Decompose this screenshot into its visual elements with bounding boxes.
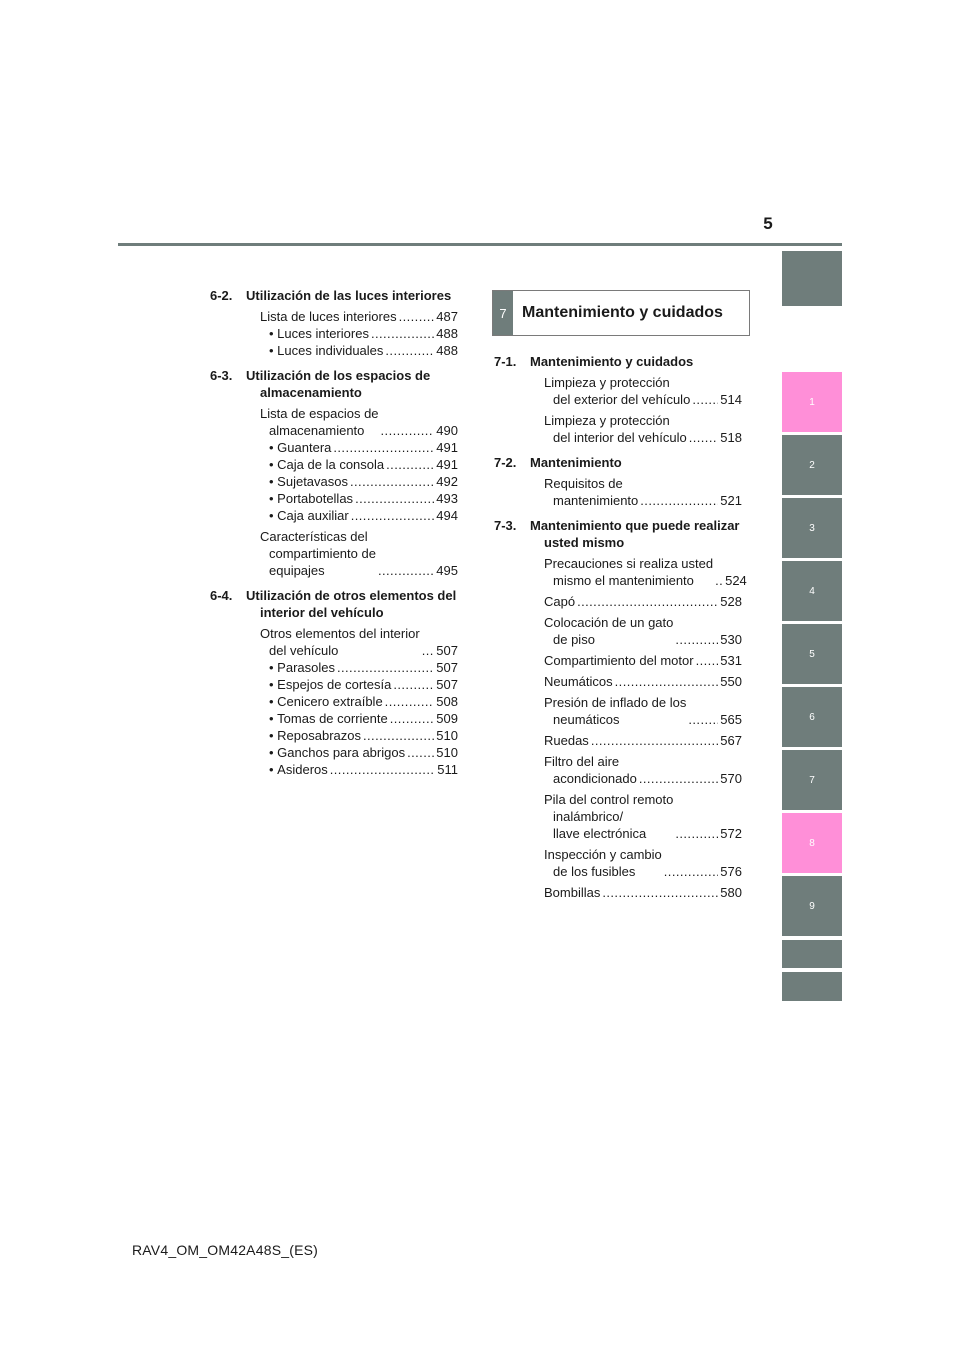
page-ref: 511 bbox=[437, 762, 458, 777]
chapter-tab-9[interactable]: 9 bbox=[782, 876, 842, 936]
page-ref: 580 bbox=[720, 885, 742, 900]
section-number: 7-2. bbox=[494, 455, 517, 470]
document-code: RAV4_OM_OM42A48S_(ES) bbox=[132, 1242, 319, 1258]
section-number: 6-3. bbox=[210, 368, 233, 383]
chapter-tab-2[interactable]: 2 bbox=[782, 435, 842, 495]
chapter-tab-1[interactable]: 1 bbox=[782, 372, 842, 432]
page-ref: 495 bbox=[436, 563, 458, 578]
toc-subentry[interactable]: • Asideros . . . 511 bbox=[210, 761, 458, 778]
page-ref: 510 bbox=[436, 728, 458, 743]
chapter-number: 7 bbox=[493, 291, 513, 335]
toc-entry[interactable]: Lista de luces interiores . . . 487 bbox=[210, 308, 458, 325]
page-ref: 514 bbox=[720, 392, 742, 407]
toc-entry[interactable]: Requisitos de mantenimiento . . . 521 bbox=[494, 475, 742, 509]
page-ref: 530 bbox=[720, 632, 742, 647]
toc-subentry[interactable]: • Luces individuales . . . 488 bbox=[210, 342, 458, 359]
page-ref: 493 bbox=[436, 491, 458, 506]
toc-subentry[interactable]: • Caja de la consola . . . 491 bbox=[210, 456, 458, 473]
toc-subentry[interactable]: • Portabotellas . . . 493 bbox=[210, 490, 458, 507]
page-ref: 524 bbox=[725, 573, 747, 588]
toc-entry[interactable]: Compartimiento del motor . . . 531 bbox=[494, 652, 742, 669]
chapter-tab-3[interactable]: 3 bbox=[782, 498, 842, 558]
section-title: Utilización de otros elementos del interior del vehículo bbox=[246, 588, 457, 620]
section-number: 6-2. bbox=[210, 288, 233, 303]
toc-subentry[interactable]: • Sujetavasos . . . 492 bbox=[210, 473, 458, 490]
page-ref: 490 bbox=[436, 423, 458, 438]
chapter-tab-top[interactable] bbox=[782, 251, 842, 306]
toc-entry[interactable]: Neumáticos . . . 550 bbox=[494, 673, 742, 690]
chapter-tab-4[interactable]: 4 bbox=[782, 561, 842, 621]
page-ref: 510 bbox=[436, 745, 458, 760]
toc-entry[interactable]: Limpieza y protección del exterior del vehículo . . . 514 bbox=[494, 374, 742, 408]
chapter-tab-index-a[interactable] bbox=[782, 940, 842, 968]
toc-entry[interactable]: Capó . . . 528 bbox=[494, 593, 742, 610]
section-heading bbox=[494, 517, 742, 551]
section-number: 7-3. bbox=[494, 518, 517, 533]
page-ref: 576 bbox=[720, 864, 742, 879]
toc-entry[interactable]: Ruedas . . . 567 bbox=[494, 732, 742, 749]
page-ref: 518 bbox=[720, 430, 742, 445]
section-number: 7-1. bbox=[494, 354, 517, 369]
page-ref: 570 bbox=[720, 771, 742, 786]
page-ref: 488 bbox=[436, 343, 458, 358]
toc-subentry[interactable]: • Caja auxiliar . . . 494 bbox=[210, 507, 458, 524]
page-ref: 507 bbox=[436, 677, 458, 692]
chapter-tab-8[interactable]: 8 bbox=[782, 813, 842, 873]
page-ref: 509 bbox=[436, 711, 458, 726]
page-ref: 567 bbox=[720, 733, 742, 748]
toc-entry[interactable]: Características del compartimiento de equipajes . . . 495 bbox=[210, 528, 458, 579]
toc-entry[interactable]: Limpieza y protección del interior del vehículo . . . 518 bbox=[494, 412, 742, 446]
section-number: 6-4. bbox=[210, 588, 233, 603]
page-ref: 494 bbox=[436, 508, 458, 523]
toc-subentry[interactable]: • Parasoles . . . 507 bbox=[210, 659, 458, 676]
section-heading bbox=[210, 287, 458, 304]
page-ref: 528 bbox=[720, 594, 742, 609]
chapter-tab-6[interactable]: 6 bbox=[782, 687, 842, 747]
chapter-heading bbox=[492, 290, 750, 336]
page-ref: 507 bbox=[436, 643, 458, 658]
toc-column-left bbox=[210, 287, 458, 778]
toc-column-right bbox=[494, 353, 747, 901]
toc-entry[interactable]: Colocación de un gato de piso . . . 530 bbox=[494, 614, 742, 648]
toc-subentry[interactable]: • Ganchos para abrigos . . . 510 bbox=[210, 744, 458, 761]
toc-subentry[interactable]: • Espejos de cortesía . . . 507 bbox=[210, 676, 458, 693]
page-ref: 531 bbox=[720, 653, 742, 668]
header-rule bbox=[118, 243, 842, 246]
section-title: Utilización de las luces interiores bbox=[246, 288, 452, 303]
page-ref: 491 bbox=[436, 440, 458, 455]
page-ref: 508 bbox=[436, 694, 458, 709]
toc-subentry[interactable]: • Tomas de corriente . . . 509 bbox=[210, 710, 458, 727]
section-heading bbox=[494, 454, 742, 471]
toc-subentry[interactable]: • Luces interiores . . . 488 bbox=[210, 325, 458, 342]
toc-entry[interactable]: Inspección y cambio de los fusibles . . . 576 bbox=[494, 846, 742, 880]
chapter-tab-index-b[interactable] bbox=[782, 972, 842, 1001]
page-ref: 550 bbox=[720, 674, 742, 689]
toc-subentry[interactable]: • Guantera . . . 491 bbox=[210, 439, 458, 456]
toc-entry[interactable]: Presión de inflado de los neumáticos . . . 565 bbox=[494, 694, 742, 728]
toc-entry[interactable]: Pila del control remoto inalámbrico/ llave electrónica . . . 572 bbox=[494, 791, 742, 842]
chapter-title: Mantenimiento y cuidados bbox=[522, 304, 723, 321]
toc-entry[interactable]: Lista de espacios de almacenamiento . . . 490 bbox=[210, 405, 458, 439]
toc-entry[interactable]: Filtro del aire acondicionado . . . 570 bbox=[494, 753, 742, 787]
page-ref: 492 bbox=[436, 474, 458, 489]
toc-entry[interactable]: Precauciones si realiza usted mismo el mantenimiento . . . 524 bbox=[494, 555, 742, 589]
toc-subentry[interactable]: • Reposabrazos . . . 510 bbox=[210, 727, 458, 744]
section-title: Mantenimiento que puede realizar usted mismo bbox=[530, 518, 740, 550]
section-title: Mantenimiento y cuidados bbox=[530, 354, 694, 369]
page-number: 5 bbox=[763, 214, 773, 233]
chapter-tab-7[interactable]: 7 bbox=[782, 750, 842, 810]
toc-entry[interactable]: Bombillas . . . 580 bbox=[494, 884, 742, 901]
section-title: Utilización de los espacios de almacenamiento bbox=[246, 368, 431, 400]
page-ref: 521 bbox=[720, 493, 742, 508]
toc-subentry[interactable]: • Cenicero extraíble . . . 508 bbox=[210, 693, 458, 710]
page-ref: 572 bbox=[720, 826, 742, 841]
page-ref: 565 bbox=[720, 712, 742, 727]
chapter-tab-5[interactable]: 5 bbox=[782, 624, 842, 684]
page-ref: 491 bbox=[436, 457, 458, 472]
page-ref: 488 bbox=[436, 326, 458, 341]
page-ref: 487 bbox=[436, 309, 458, 324]
page-ref: 507 bbox=[436, 660, 458, 675]
section-heading bbox=[210, 587, 458, 621]
toc-entry[interactable]: Otros elementos del interior del vehículo . . . 507 bbox=[210, 625, 458, 659]
section-title: Mantenimiento bbox=[530, 455, 622, 470]
section-heading bbox=[210, 367, 458, 401]
section-heading bbox=[494, 353, 742, 370]
